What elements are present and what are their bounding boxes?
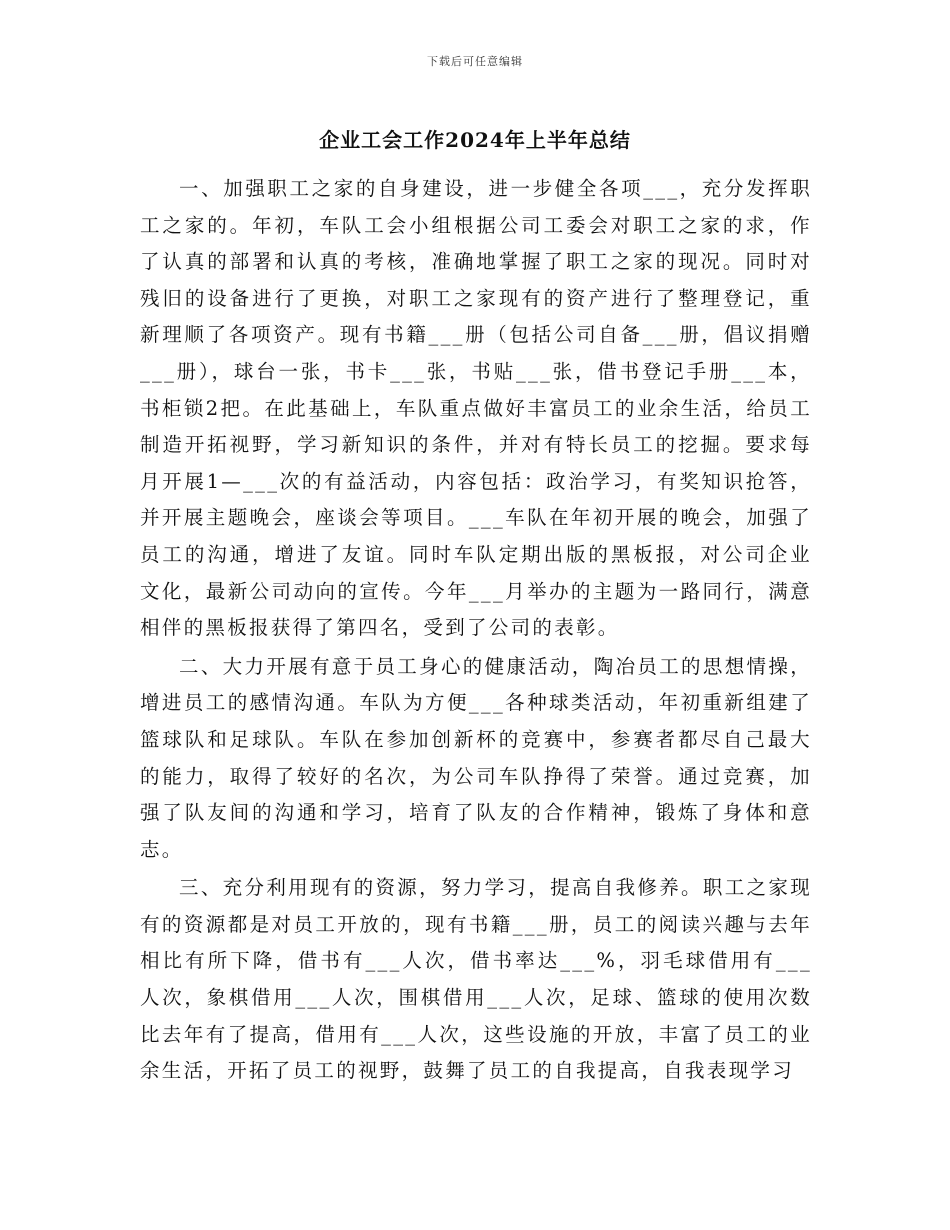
paragraph-3: 三、充分利用现有的资源，努力学习，提高自我修养。职工之家现有的资源都是对员工开放的，现有书籍___册，员工的阅读兴趣与去年相比有所下降，借书有___人次，借书率达___%，羽毛球借用有___人次，象棋借用___人次，围棋借用___人次，足球、篮球的使用次数比去年有了提高，借用有___人次，这些设施的开放，丰富了员工的业余生活，开拓了员工的视野，鼓舞了员工的自我提高，自我表现学习 xyxy=(140,876,812,1083)
page-header-note: 下载后可任意编辑 xyxy=(427,55,523,68)
paragraph-2: 二、大力开展有意于员工身心的健康活动，陶冶员工的思想情操，增进员工的感情沟通。车队为方便___各种球类活动，年初重新组建了篮球队和足球队。车队在参加创新杯的竞赛中，参赛者都尽自己最大的能力，取得了较好的名次，为公司车队挣得了荣誉。通过竞赛，加强了队友间的沟通和学习，培育了队友的合作精神，锻炼了身体和意志。 xyxy=(140,654,812,861)
document-title: 企业工会工作2024年上半年总结 xyxy=(319,128,631,152)
paragraph-1: 一、加强职工之家的自身建设，进一步健全各项___，充分发挥职工之家的。年初，车队工会小组根据公司工委会对职工之家的求，作了认真的部署和认真的考核，准确地掌握了职工之家的现况。同时对残旧的设备进行了更换，对职工之家现有的资产进行了整理登记，重新理顺了各项资产。现有书籍___册（包括公司自备___册，倡议捐赠___册），球台一张，书卡___张，书贴___张，借书登记手册___本，书柜锁2把。在此基础上，车队重点做好丰富员工的业余生活，给员工制造开拓视野，学习新知识的条件，并对有特长员工的挖掘。要求每月开展1—___次的有益活动，内容包括：政治学习，有奖知识抢答，并开展主题晚会，座谈会等项目。___车队在年初开展的晚会，加强了员工的沟通，增进了友谊。同时车队定期出版的黑板报，对公司企业文化，最新公司动向的宣传。今年___月举办的主题为一路同行，满意相伴的黑板报获得了第四名，受到了公司的表彰。 xyxy=(140,177,812,640)
document-body xyxy=(140,171,812,1090)
